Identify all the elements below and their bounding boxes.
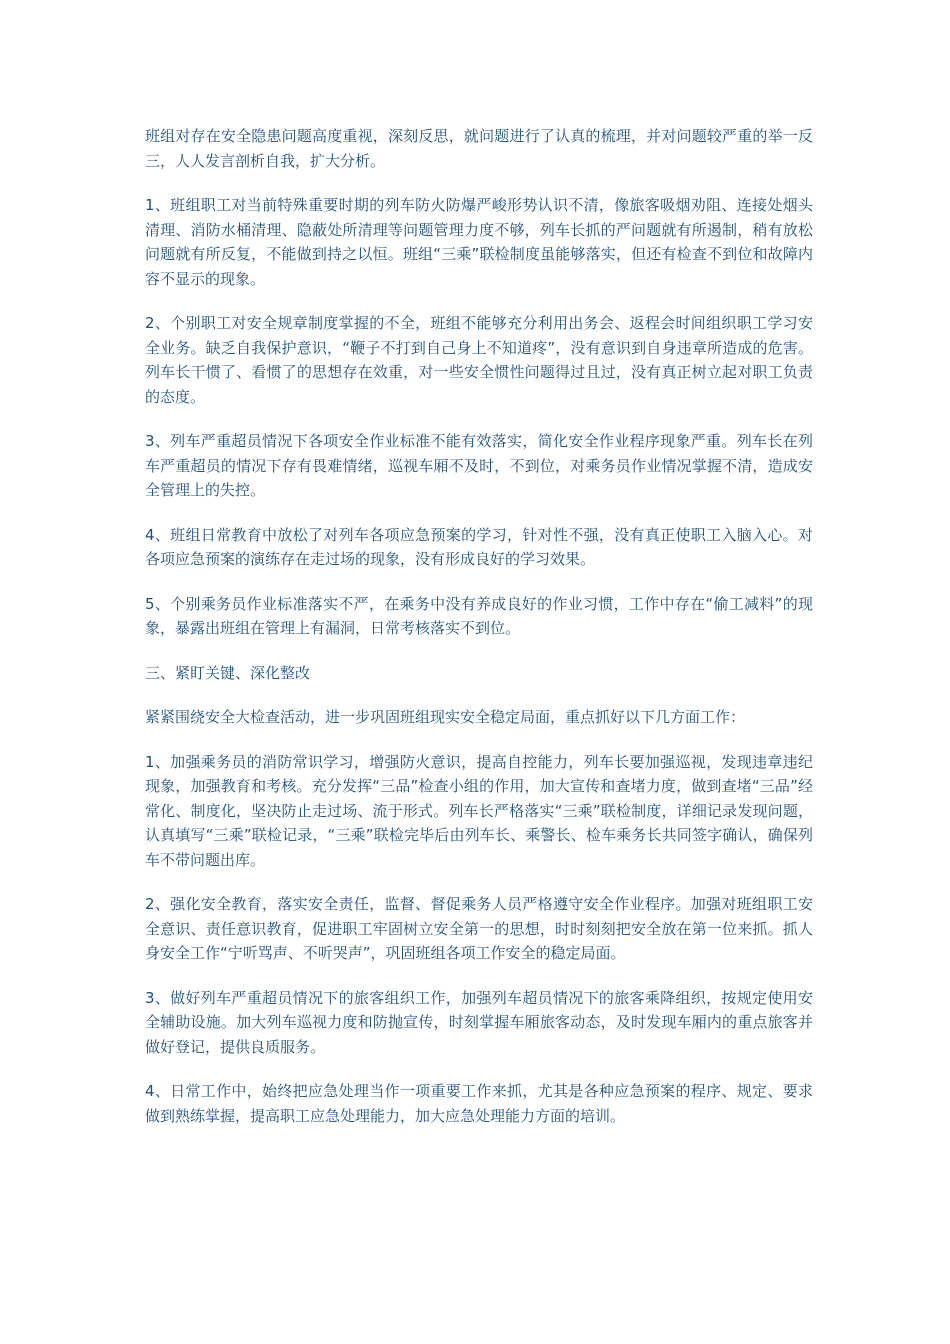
- problem-item-2: 2、个别职工对安全规章制度掌握的不全，班组不能够充分利用出务会、返程会时间组织职工学习安全业务。缺乏自我保护意识，“鞭子不打到自己身上不知道疼”，没有意识到自身违章所造成的危害。列车长干惯了、看惯了的思想存在效重，对一些安全惯性问题得过且过，没有真正树立起对职工负责的态度。: [145, 314, 813, 406]
- problem-item-4: 4、班组日常教育中放松了对列车各项应急预案的学习，针对性不强，没有真正使职工入脑入心。对各项应急预案的演练存在走过场的现象，没有形成良好的学习效果。: [145, 525, 813, 568]
- section-heading: 三、紧盯关键、深化整改: [145, 663, 311, 682]
- measure-item-4: 4、日常工作中，始终把应急处理当作一项重要工作来抓，尤其是各种应急预案的程序、规定、要求做到熟练掌握，提高职工应急处理能力，加大应急处理能力方面的培训。: [145, 1082, 813, 1125]
- problem-item-5: 5、个别乘务员作业标准落实不严，在乘务中没有养成良好的作业习惯，工作中存在“偷工减料”的现象，暴露出班组在管理上有漏洞，日常考核落实不到位。: [145, 594, 813, 637]
- measure-item-3: 3、做好列车严重超员情况下的旅客组织工作，加强列车超员情况下的旅客乘降组织，按规定使用安全辅助设施。加大列车巡视力度和防抛宣传，时刻掌握车厢旅客动态，及时发现车厢内的重点旅客并做好登记，提供良质服务。: [145, 988, 813, 1056]
- measure-item-2: 2、强化安全教育，落实安全责任，监督、督促乘务人员严格遵守安全作业程序。加强对班组职工安全意识、责任意识教育，促进职工牢固树立安全第一的思想，时时刻刻把安全放在第一位来抓。抓人身安全工作“宁听骂声、不听哭声”，巩固班组各项工作安全的稳定局面。: [145, 895, 813, 962]
- problem-item-1: 1、班组职工对当前特殊重要时期的列车防火防爆严峻形势认识不清，像旅客吸烟劝阻、连接处烟头清理、消防水桶清理、隐蔽处所清理等问题管理力度不够，列车长抓的严问题就有所遏制，稍有放松问题就有所反复，不能做到持之以恒。班组“三乘”联检制度虽能够落实，但还有检查不到位和故障内容不显示的现象。: [145, 196, 813, 288]
- intro-paragraph: 班组对存在安全隐患问题高度重视，深刻反思，就问题进行了认真的梳理，并对问题较严重的举一反三，人人发言剖析自我，扩大分析。: [145, 127, 813, 170]
- problem-item-3: 3、列车严重超员情况下各项安全作业标准不能有效落实，简化安全作业程序现象严重。列车长在列车严重超员的情况下存有畏难情绪，巡视车厢不及时，不到位，对乘务员作业情况掌握不清，造成安全管理上的失控。: [145, 432, 813, 499]
- measure-item-1: 1、加强乘务员的消防常识学习，增强防火意识，提高自控能力，列车长要加强巡视，发现违章违纪现象，加强教育和考核。充分发挥“三品”检查小组的作用，加大宣传和查堵力度，做到查堵“三品”经常化、制度化，坚决防止走过场、流于形式。列车长严格落实“三乘”联检制度，详细记录发现问题，认真填写“三乘”联检记录，“三乘”联检完毕后由列车长、乘警长、检车乘务长共同签字确认，确保列车不带问题出库。: [145, 752, 813, 869]
- section-intro: 紧紧围绕安全大检查活动，进一步巩固班组现实安全稳定局面，重点抓好以下几方面工作：: [145, 708, 746, 726]
- document-body: [145, 124, 813, 1148]
